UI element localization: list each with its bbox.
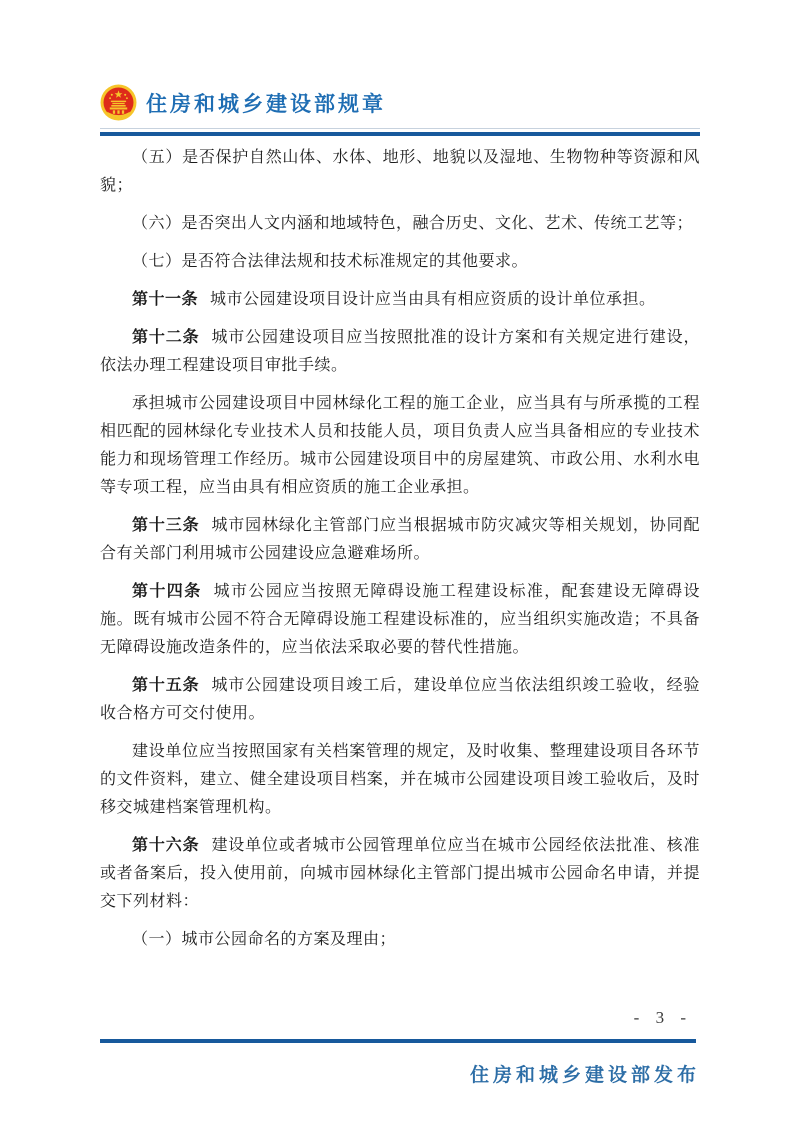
document-category-title: 住房和城乡建设部规章 [146, 91, 386, 116]
paragraph-item-5: （五）是否保护自然山体、水体、地形、地貌以及湿地、生物物种等资源和风貌； [100, 149, 700, 194]
article-number: 第十三条 [132, 517, 200, 534]
paragraph-article-14: 第十四条 城市公园应当按照无障碍设施工程建设标准，配套建设无障碍设施。既有城市公园不符合无障碍设施工程建设标准的，应当组织实施改造；不具备无障碍设施改造条件的，应当依法采取必要的替代性措施。 [100, 583, 700, 656]
document-body [100, 144, 700, 964]
article-number: 第十二条 [132, 329, 200, 346]
publisher-label: 住房和城乡建设部发布 [469, 1065, 700, 1086]
paragraph-article-12-cont: 承担城市公园建设项目中园林绿化工程的施工企业，应当具有与所承揽的工程相匹配的园林绿化专业技术人员和技能人员，项目负责人应当具备相应的专业技术能力和现场管理工作经历。城市公园建设项目中的房屋建筑、市政公用、水利水电等专项工程，应当由具有相应资质的施工企业承担。 [100, 395, 700, 496]
header-divider [100, 128, 700, 136]
national-emblem-icon [100, 84, 137, 121]
article-number: 第十六条 [132, 837, 200, 854]
paragraph-article-15: 第十五条 城市公园建设项目竣工后，建设单位应当依法组织竣工验收，经验收合格方可交付使用。 [100, 677, 700, 722]
paragraph-article-15-cont: 建设单位应当按照国家有关档案管理的规定，及时收集、整理建设项目各环节的文件资料，建立、健全建设项目档案，并在城市公园建设项目竣工验收后，及时移交城建档案管理机构。 [100, 743, 700, 816]
article-number: 第十四条 [132, 583, 202, 600]
page-number: - 3 - [633, 1008, 692, 1027]
document-header [100, 84, 700, 136]
paragraph-article-13: 第十三条 城市园林绿化主管部门应当根据城市防灾减灾等相关规划，协同配合有关部门利用城市公园建设应急避难场所。 [100, 517, 700, 562]
paragraph-item-1: （一）城市公园命名的方案及理由； [132, 931, 397, 948]
paragraph-article-12: 第十二条 城市公园建设项目应当按照批准的设计方案和有关规定进行建设，依法办理工程建设项目审批手续。 [100, 329, 700, 374]
article-number: 第十一条 [132, 291, 199, 308]
paragraph-article-16: 第十六条 建设单位或者城市公园管理单位应当在城市公园经依法批准、核准或者备案后，投入使用前，向城市园林绿化主管部门提出城市公园命名申请，并提交下列材料： [100, 837, 700, 910]
paragraph-item-7: （七）是否符合法律法规和技术标准规定的其他要求。 [132, 253, 529, 270]
paragraph-item-6: （六）是否突出人文内涵和地域特色，融合历史、文化、艺术、传统工艺等； [132, 215, 694, 232]
footer-divider [100, 1039, 696, 1043]
article-number: 第十五条 [132, 677, 200, 694]
paragraph-article-11: 第十一条 城市公园建设项目设计应当由具有相应资质的设计单位承担。 [132, 291, 656, 308]
